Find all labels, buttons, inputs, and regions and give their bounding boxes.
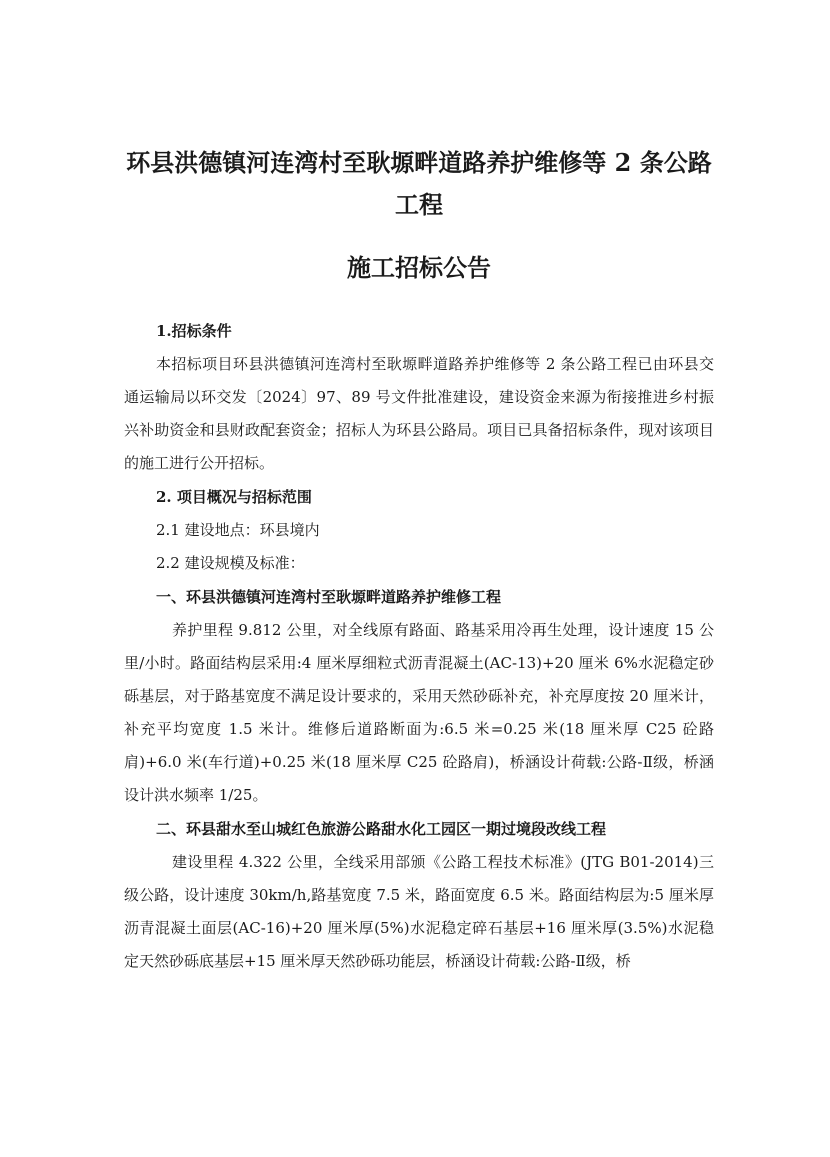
document-content — [124, 142, 714, 978]
section-body-bidding-conditions: 本招标项目环县洪德镇河连湾村至耿塬畔道路养护维修等 2 条公路工程已由环县交通运输局以环交发〔2024〕97、89 号文件批准建设，建设资金来源为衔接推进乡村振兴补助资金和县财政配套资金；招标人为环县公路局。项目已具备招标条件，现对该项目的施工进行公开招标。 — [124, 355, 714, 472]
project-one-heading: 一、环县洪德镇河连湾村至耿塬畔道路养护维修工程 — [156, 588, 502, 606]
document-title: 环县洪德镇河连湾村至耿塬畔道路养护维修等 2 条公路工程 — [126, 148, 712, 219]
project-one-body: 养护里程 9.812 公里，对全线原有路面、路基采用冷再生处理，设计速度 15 公里/小时。路面结构层采用:4 厘米厚细粒式沥青混凝土(AC-13)+20 厘米 6%水泥稳定砂砾基层，对于路基宽度不满足设计要求的，采用天然砂砾补充，补充厚度按 20 厘米计，补充平均宽度 1.5 米计。维修后道路断面为:6.5 米=0.25 米(18 厘米厚 C25 砼路肩)+6.0 米(车行道)+0.25 米(18 厘米厚 C25 砼路肩)，桥涵设计荷载:公路-Ⅱ级，桥涵设计洪水频率 1/25。 — [124, 621, 714, 804]
construction-scale-label: 2.2 建设规模及标准： — [156, 554, 305, 572]
section-heading-bidding-conditions: 1.招标条件 — [156, 322, 232, 340]
project-two-body: 建设里程 4.322 公里，全线采用部颁《公路工程技术标准》(JTG B01-2014)三级公路，设计速度 30km/h,路基宽度 7.5 米，路面宽度 6.5 米。路面结构层为:5 厘米厚沥青混凝土面层(AC-16)+20 厘米厚(5%)水泥稳定碎石基层+16 厘米厚(3.5%)水泥稳定天然砂砾底基层+15 厘米厚天然砂砾功能层，桥涵设计荷载:公路-Ⅱ级，桥 — [124, 853, 714, 970]
project-two-heading: 二、环县甜水至山城红色旅游公路甜水化工园区一期过境段改线工程 — [156, 820, 607, 838]
document-subtitle: 施工招标公告 — [347, 253, 491, 282]
section-heading-project-overview: 2. 项目概况与招标范围 — [156, 488, 312, 506]
construction-location: 2.1 建设地点：环县境内 — [156, 521, 320, 539]
